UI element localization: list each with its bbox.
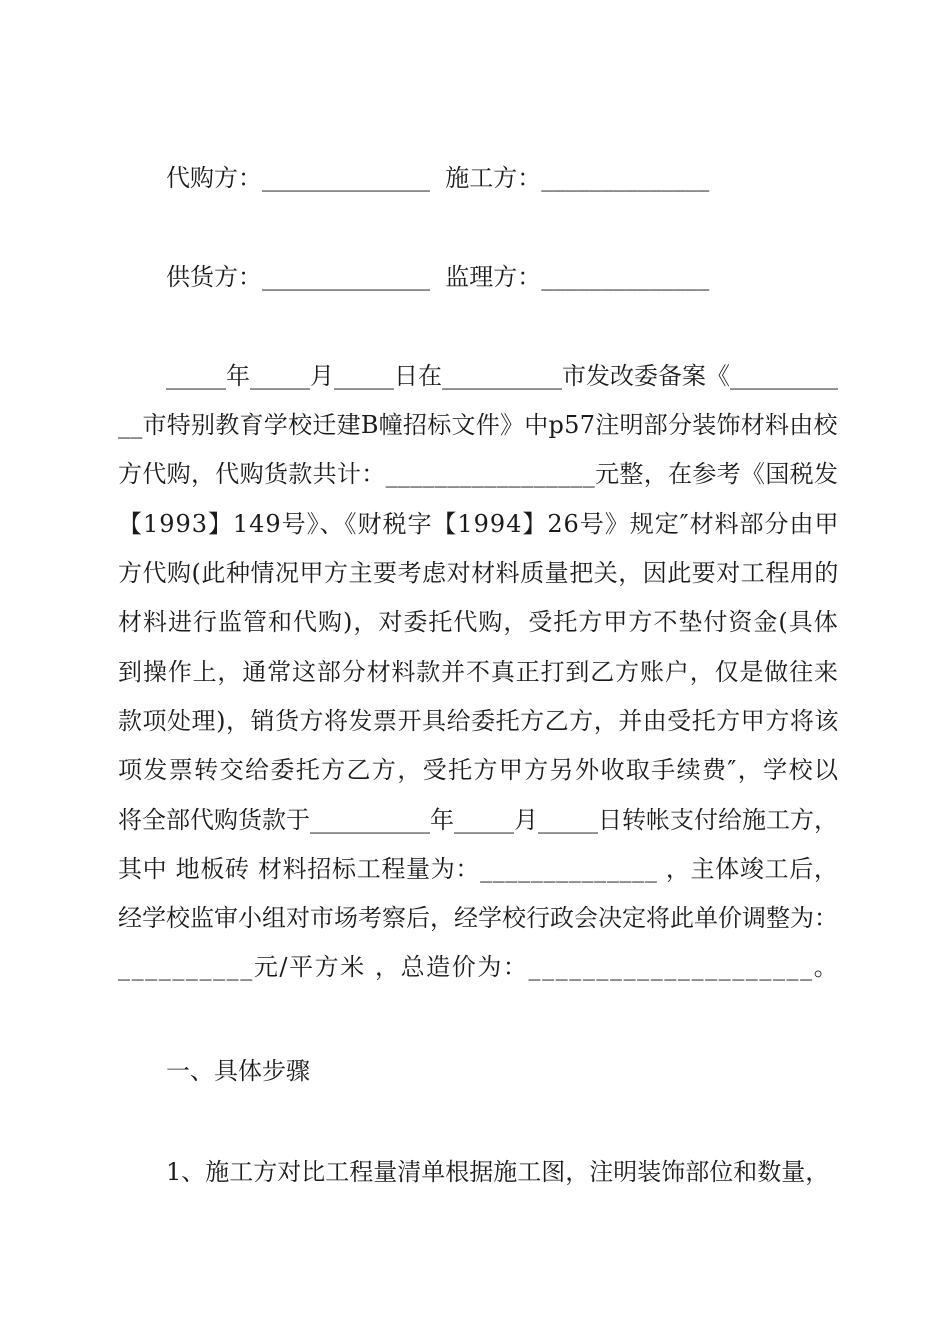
paragraph-line: 到操作上，通常这部分材料款并不真正打到乙方账户，仅是做往来: [118, 658, 839, 686]
paragraph-line: 其中 地板砖 材料招标工程量为：______________ ，主体竣工后，: [118, 855, 839, 883]
paragraph-line: _____年_____月_____日在__________市发改委备案《_________: [166, 362, 838, 390]
paragraph-line: 款项处理)，销货方将发票开具给委托方乙方，并由受托方甲方将该: [118, 707, 839, 735]
paragraph-line: 经学校监审小组对市场考察后，经学校行政会决定将此单价调整为：: [118, 904, 838, 932]
body-paragraph: [118, 361, 838, 981]
paragraph-line: 【1993】149号》、《财税字【1994】26号》规定″材料部分由甲: [118, 510, 840, 538]
step-item: 1、施工方对比工程量清单根据施工图，注明装饰部位和数量，: [166, 1158, 830, 1186]
section-heading: 一、具体步骤: [166, 1057, 310, 1085]
paragraph-line: __市特别教育学校迁建B幢招标文件》中p57注明部分装饰材料由校: [118, 411, 838, 439]
paragraph-line: 方代购，代购货款共计：_________________元整，在参考《国税发: [118, 460, 839, 488]
paragraph-line: __________元/平方米 ，总造价为：_____________________。: [118, 953, 840, 981]
paragraph-line: 项发票转交给委托方乙方，受托方甲方另外收取手续费″，学校以: [118, 756, 840, 784]
paragraph-line: 方代购(此种情况甲方主要考虑对材料质量把关，因此要对工程用的: [118, 559, 839, 587]
signature-line-buyer-constructor: 代购方：______________ 施工方：______________: [166, 164, 710, 192]
signature-line-supplier-supervisor: 供货方：______________ 监理方：______________: [166, 263, 710, 291]
paragraph-line: 材料进行监管和代购)，对委托代购，受托方甲方不垫付资金(具体: [118, 608, 839, 636]
paragraph-line: 将全部代购货款于__________年_____月_____日转帐支付给施工方，: [118, 806, 838, 834]
